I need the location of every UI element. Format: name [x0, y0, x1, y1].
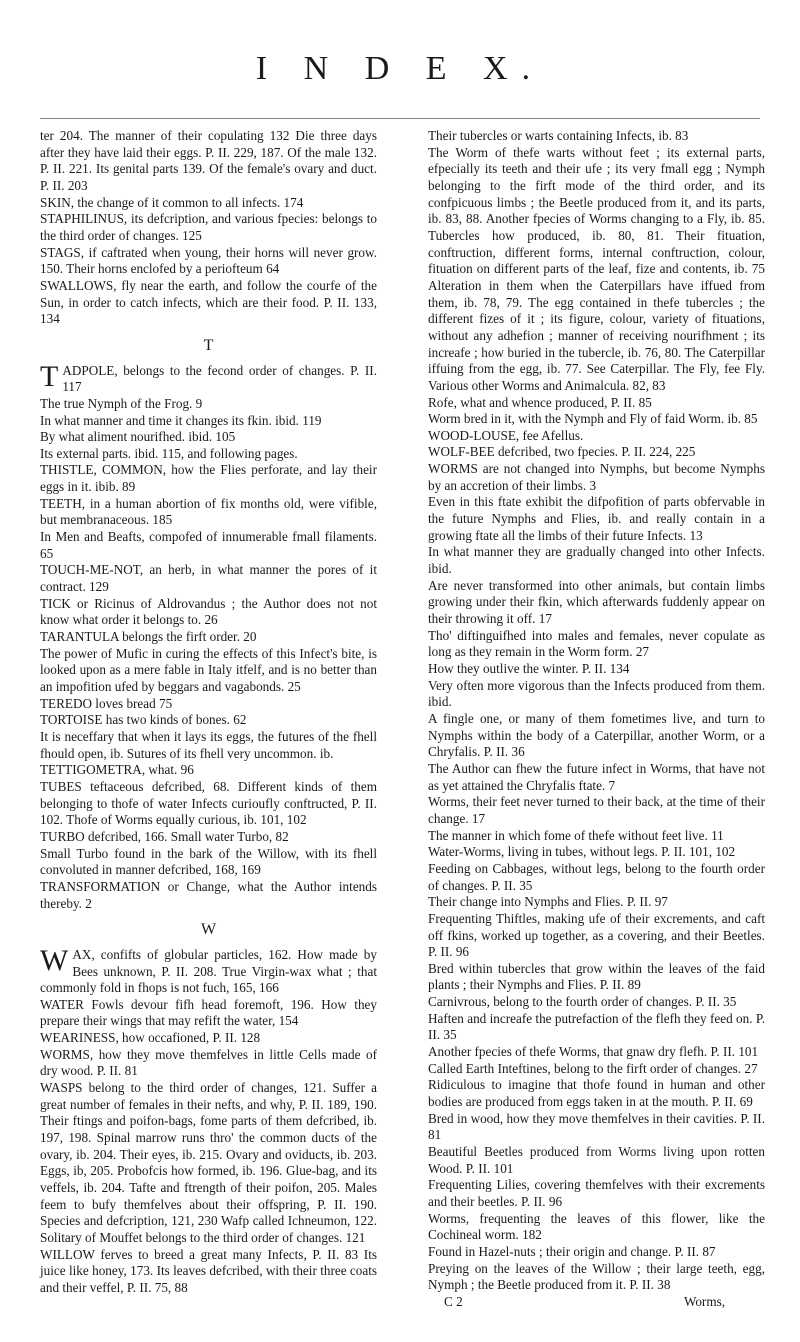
index-entry: STAGS, if caftrated when young, their horns will never grow. 150. Their horns enclofed by a periofteum 64: [40, 244, 377, 277]
index-entry: Frequenting Lilies, covering themfelves with their excrements and their beetles. P. II. 96: [428, 1177, 765, 1209]
index-entry: Worms, frequenting the leaves of this flower, like the Cochineal worm. 182: [428, 1210, 765, 1243]
index-entry: Their change into Nymphs and Flies. P. II. 97: [428, 894, 668, 910]
index-entry: TOUCH-ME-NOT, an herb, in what manner the pores of it contract. 129: [40, 562, 377, 595]
index-entry: It is neceffary that when it lays its eggs, the futures of the fhell fhould open, ib. Sutures of its fhell very uncommon. ib.: [40, 728, 377, 761]
index-entry: Found in Hazel-nuts ; their origin and change. P. II. 87: [428, 1243, 716, 1259]
drop-cap: W: [40, 943, 69, 977]
index-entry: STAPHILINUS, its defcription, and various fpecies: belongs to the third order of changes. 125: [40, 211, 377, 243]
index-entry: Beautiful Beetles produced from Worms living upon rotten Wood. P. II. 101: [428, 1144, 765, 1176]
index-entry: Feeding on Cabbages, without legs, belong to the fourth order of changes. P. II. 35: [428, 860, 765, 893]
index-entry: Preying on the leaves of the Willow ; their large teeth, egg, Nymph ; the Beetle produced from it. P. II. 38: [428, 1260, 765, 1293]
index-entry: TURBO defcribed, 166. Small water Turbo, 82: [40, 828, 289, 844]
index-entry: WATER Fowls devour fifh head foremoft, 196. How they prepare their wings that may refift the water, 154: [40, 996, 377, 1029]
index-entry: Haften and increafe the putrefaction of the flefh they feed on. P. II. 35: [428, 1010, 765, 1043]
index-entry: Very often more vigorous than the Infects produced from them. ibid.: [428, 677, 765, 710]
index-entry: THISTLE, COMMON, how the Flies perforate, and lay their eggs in it. ibib. 89: [40, 462, 377, 495]
entry-text: ADPOLE, belongs to the fecond order of changes. P. II. 117: [62, 362, 377, 395]
index-entry: Bred in wood, how they move themfelves in their cavities. P. II. 81: [428, 1110, 765, 1143]
index-entry: The Worm of thefe warts without feet ; its external parts, efpecially its teeth and their ufe ; its very fmall egg ; Nymph belonging to the firft mode of the third order, and its confpicuous limbs ; the Beetle produced from it, and its parts, ib. 83, 88. Another fpecies of Worms changing to a Fly, ib. 85. Tubercles how produced, ib. 80, 81. Their fituation, conftruction, different forms, internal conftruction, colour, fituation on different parts of the leaf, fize and contents, ib. 75 Alteration in them when the Caterpillars have iffued from them, ib. 78, 79. The egg contained in thefe tubercles ; the different fizes of it ; its figure, colour, variety of fituations, without any adhefion ; manner of receiving nourifhment ; its increafe ; how buried in the tubercle, ib. 76, 80. The Caterpillar iffuing from the egg, ib. 77. See Caterpillar. The Fly, fee Fly. Various other Worms and Animalcula. 82, 83: [428, 144, 765, 393]
index-entry: Called Earth Inteftines, belong to the firft order of changes. 27: [428, 1060, 758, 1076]
left-column: [40, 128, 377, 1297]
index-entry: Carnivrous, belong to the fourth order of changes. P. II. 35: [428, 994, 737, 1010]
index-entry: ter 204. The manner of their copulating 132 Die three days after they have laid their eggs. P. II. 229, 187. Of the male 132. P. II. 221. Its genital parts 139. Of the female's ovary and duct. P. II. 203: [40, 128, 377, 193]
index-entry: WOLF-BEE defcribed, two fpecies. P. II. 224, 225: [428, 444, 696, 460]
index-entry: The manner in which fome of thefe without feet live. 11: [428, 827, 724, 843]
index-entry: Bred within tubercles that grow within the leaves of the faid plants ; their Nymphs and Flies. P. II. 89: [428, 960, 765, 993]
index-entry: Worm bred in it, with the Nymph and Fly of faid Worm. ib. 85: [428, 411, 758, 427]
index-entry: Rofe, what and whence produced, P. II. 85: [428, 394, 652, 410]
section-letter-t: T: [203, 336, 214, 354]
index-entry: TEETH, in a human abortion of fix months old, were vifible, but membranaceous. 185: [40, 495, 377, 528]
entry-text: AX, confifts of globular particles, 162. How made by Bees unknown, P. II. 208. True Virgin-wax what ; that commonly fold in fhops is not fuch, 165, 166: [40, 946, 377, 996]
index-entry: WEARINESS, how occafioned, P. II. 128: [40, 1030, 261, 1046]
index-entry: WOOD-LOUSE, fee Afellus.: [428, 427, 584, 443]
index-entry: TEREDO loves bread 75: [40, 695, 173, 711]
index-entry: [40, 359, 377, 396]
index-entry: SKIN, the change of it common to all infects. 174: [40, 194, 304, 210]
drop-cap: T: [40, 359, 59, 393]
index-entry: TICK or Ricinus of Aldrovandus ; the Author does not not know what order it belongs to. 26: [40, 595, 377, 628]
signature-line: [428, 1294, 765, 1311]
index-entry: [40, 943, 377, 997]
index-entry: TORTOISE has two kinds of bones. 62: [40, 712, 247, 728]
index-entry: TUBES teftaceous defcribed, 68. Different kinds of them belonging to thofe of water Infects curioufly conftructed, P. II. 102. Thofe of Worms equally curious, ib. 101, 102: [40, 778, 377, 828]
signature-mark: C 2: [444, 1293, 463, 1309]
index-entry: Worms, their feet never turned to their back, at the time of their change. 17: [428, 794, 765, 826]
index-entry: In what manner they are gradually changed into other Infects. ibid.: [428, 544, 765, 577]
index-entry: WASPS belong to the third order of changes, 121. Suffer a great number of females in their nefts, and why, P. II. 189, 190. Their ftings and poifon-bags, fome parts of them defcribed, ib. 197, 198. Spinal marrow runs thro' the common ducts of the ovary, ib. 204. Their eyes, ib. 215. Ovary and oviducts, ib. 203. Eggs, ib, 205. Probofcis how formed, ib. 196. Glue-bag, and its veffels, ib. 204. Tafte and ftrength of their poifon, 205. Males feem to bufy themfelves about their offspring, P. II. 190. Species and defcription, 121, 230 Wafp called Ichneumon, 122. Solitary of Mouffet belongs to the third order of changes. 121: [40, 1080, 377, 1245]
index-entry: Are never transformed into other animals, but contain limbs growing under their fkin, which afterwards fuddenly appear on their throwing it off. 17: [428, 577, 765, 627]
index-entry: In Men and Beafts, compofed of innumerable fmall filaments. 65: [40, 529, 377, 561]
index-entry: Their tubercles or warts containing Infects, ib. 83: [428, 128, 689, 143]
index-entry: TARANTULA belongs the firft order. 20: [40, 629, 257, 645]
section-letter-w: W: [200, 921, 217, 939]
index-entry: A fingle one, or many of them fometimes live, and turn to Nymphs within the body of a Caterpillar, another Worm, or a Chryfalis. P. II. 36: [428, 710, 765, 760]
index-entry: In what manner and time it changes its fkin. ibid. 119: [40, 412, 322, 428]
index-entry: Water-Worms, living in tubes, without legs. P. II. 101, 102: [428, 844, 736, 860]
index-entry: How they outlive the winter. P. II. 134: [428, 661, 630, 676]
catchword: Worms,: [683, 1293, 725, 1309]
index-entry: Small Turbo found in the bark of the Willow, with its fhell convoluted in manner defcribed, 168, 169: [40, 845, 377, 878]
index-entry: The power of Mufic in curing the effects of this Infect's bite, is looked upon as a mere fable in Italy itfelf, and is no better than an impofition ufed by beggars and vagabonds. 25: [40, 645, 377, 694]
index-entry: WORMS are not changed into Nymphs, but become Nymphs by an accretion of their limbs. 3: [428, 461, 765, 493]
index-entry: TETTIGOMETRA, what. 96: [40, 762, 194, 778]
index-entry: WILLOW ferves to breed a great many Infects, P. II. 83 Its juice like honey, 173. Its leaves defcribed, with their three coats and their veffel, P. II. 75, 88: [40, 1246, 377, 1295]
right-column: [428, 128, 765, 1311]
header-rule: [40, 118, 760, 119]
index-entry: The Author can fhew the future infect in Worms, that have not as yet attained the Chryfalis ftate. 7: [428, 760, 765, 793]
index-entry: The true Nymph of the Frog. 9: [40, 395, 203, 411]
index-entry: Tho' diftinguifhed into males and females, never copulate as long as they remain in the Worm form. 27: [428, 627, 765, 660]
index-entry: By what aliment nourifhed. ibid. 105: [40, 429, 236, 445]
index-entry: TRANSFORMATION or Change, what the Author intends thereby. 2: [40, 878, 377, 911]
index-entry: Another fpecies of thefe Worms, that gnaw dry flefh. P. II. 101: [428, 1044, 759, 1060]
index-entry: Frequenting Thiftles, making ufe of their excrements, and caft off fkins, worked up together, as a covering, and their Beetles. P. II. 96: [428, 910, 765, 960]
index-entry: SWALLOWS, fly near the earth, and follow the courfe of the Sun, in order to catch infects, which are their food. P. II. 133, 134: [40, 277, 377, 327]
index-entry: Ridiculous to imagine that thofe found in human and other bodies are produced from eggs taken in at the mouth. P. II. 69: [428, 1077, 765, 1110]
index-entry: WORMS, how they move themfelves in little Cells made of dry wood. P. II. 81: [40, 1046, 377, 1079]
index-entry: Its external parts. ibid. 115, and following pages.: [40, 445, 298, 461]
index-entry: Even in this ftate exhibit the difpofition of parts obfervable in the future Nymphs and Flies, ib. and really contain in a growing ftate all the limbs of their future Infects. 13: [428, 494, 765, 543]
running-head: I N D E X.: [255, 50, 545, 87]
